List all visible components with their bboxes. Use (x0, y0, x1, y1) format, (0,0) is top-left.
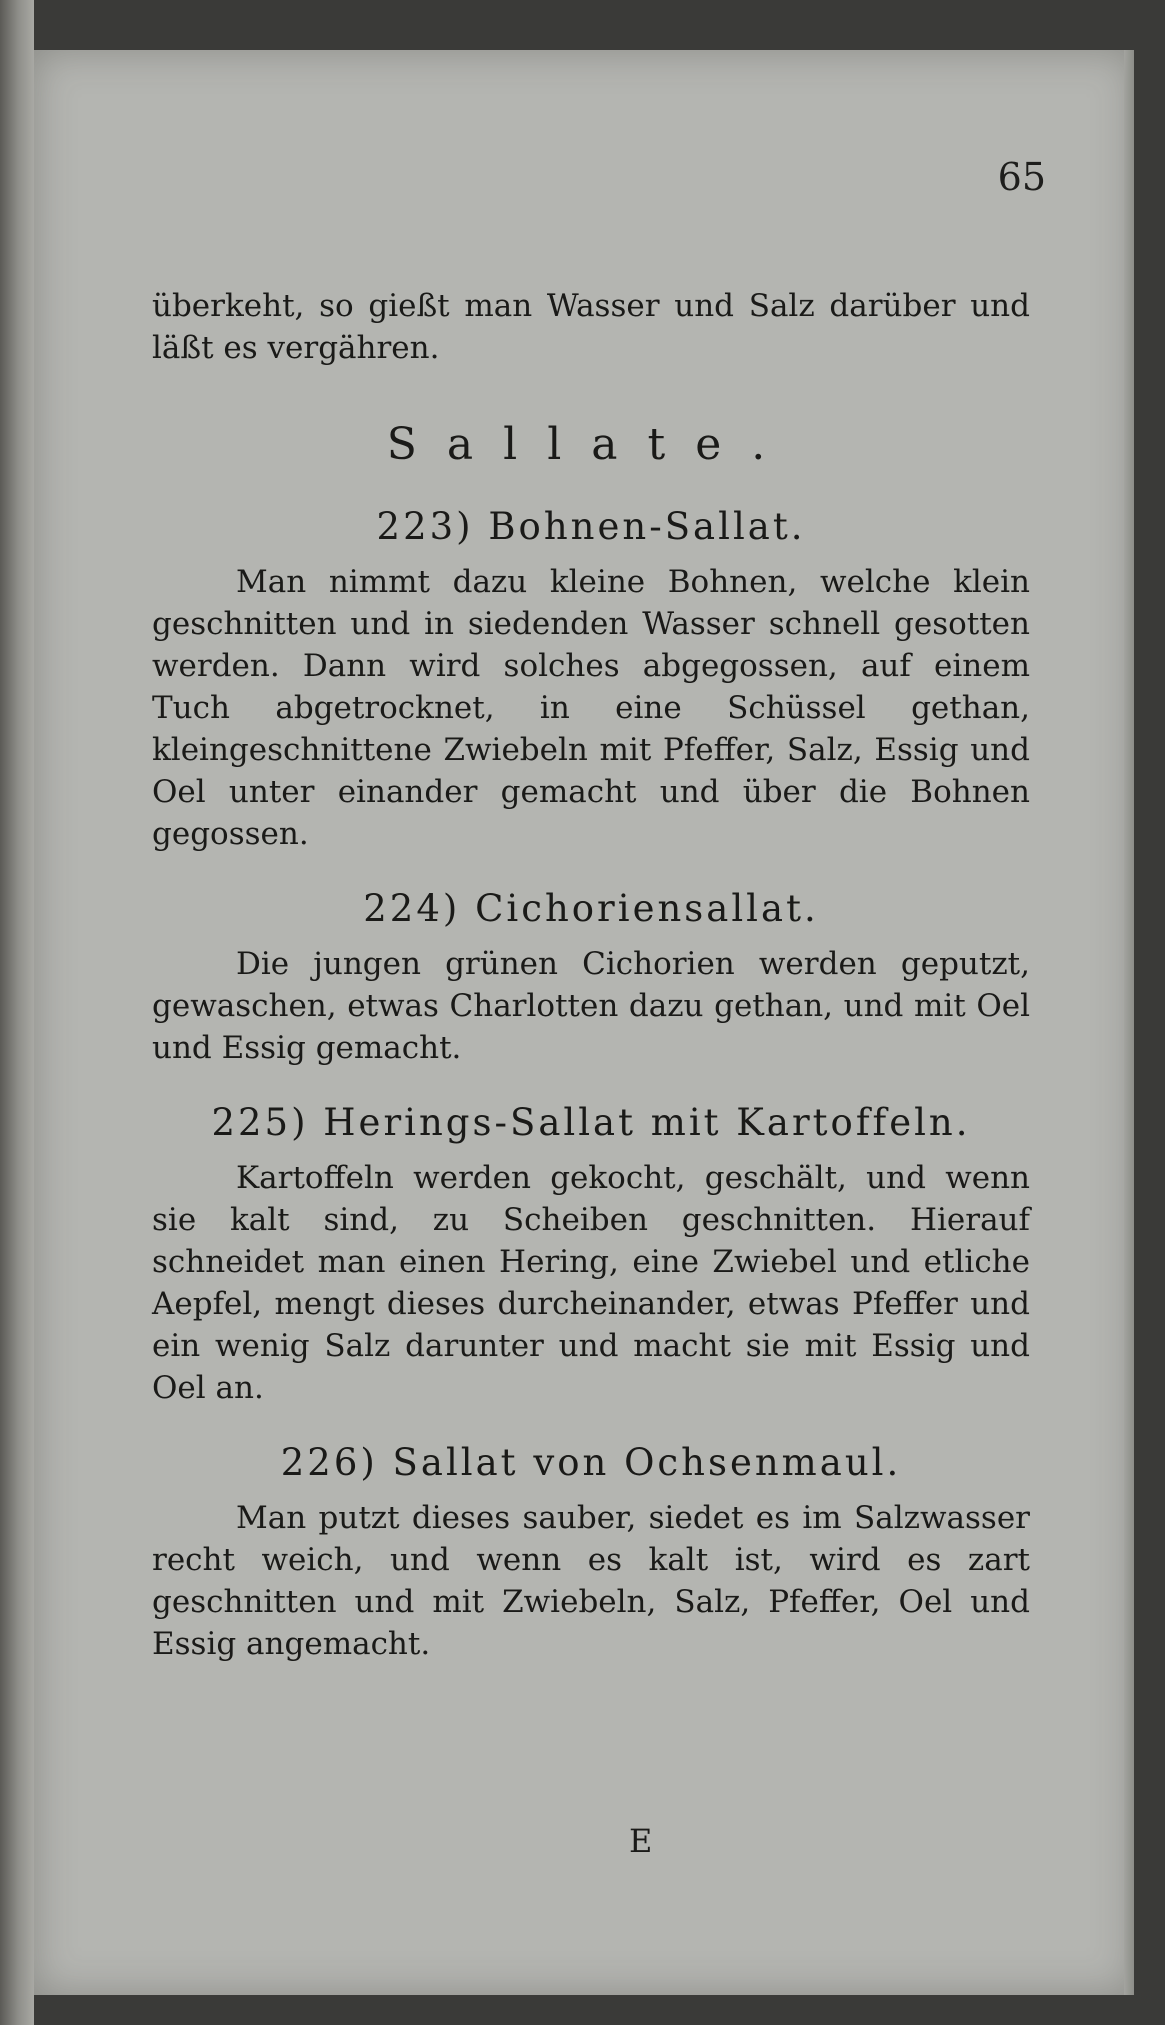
page-edge (1124, 50, 1134, 1995)
section-heading: Sallate. (386, 419, 796, 470)
signature-mark: E (629, 1822, 653, 1860)
book-page (34, 50, 1134, 1995)
recipe-title: 224) Cichoriensallat. (363, 887, 819, 930)
recipe-224 (152, 885, 1030, 1069)
continuation-paragraph: überkeht, so gießt man Wasser und Salz darüber und läßt es vergähren. (152, 288, 1030, 366)
book-spine (0, 0, 34, 2025)
recipe-225 (152, 1099, 1030, 1409)
recipe-text: Man putzt dieses sauber, siedet es im Salzwasser recht weich, und wenn es kalt ist, wird es zart geschnitten und mit Zwiebeln, Salz, Pfeffer, Oel und Essig angemacht. (152, 1500, 1030, 1662)
recipe-title: 223) Bohnen-Sallat. (376, 505, 806, 548)
recipe-226 (152, 1439, 1030, 1665)
recipe-223 (152, 503, 1030, 855)
recipe-text: Man nimmt dazu kleine Bohnen, welche klein geschnitten und in siedenden Wasser schnell gesotten werden. Dann wird solches abgegossen, auf einem Tuch abgetrocknet, in eine Schüssel gethan, kleingeschnittene Zwiebeln mit Pfeffer, Salz, Essig und Oel unter einander gemacht und über die Bohnen gegossen. (152, 564, 1030, 852)
recipe-text: Kartoffeln werden gekocht, geschält, und wenn sie kalt sind, zu Scheiben geschnitten. Hierauf schneidet man einen Hering, eine Zwiebel und etliche Aepfel, mengt dieses durcheinander, etwas Pfeffer und ein wenig Salz darunter und macht sie mit Essig und Oel an. (152, 1160, 1030, 1406)
recipe-title: 225) Herings-Sallat mit Kartoffeln. (211, 1101, 971, 1144)
page-content (152, 285, 1030, 1665)
recipe-text: Die jungen grünen Cichorien werden geputzt, gewaschen, etwas Charlotten dazu gethan, und mit Oel und Essig gemacht. (152, 946, 1030, 1066)
recipe-title: 226) Sallat von Ochsenmaul. (280, 1441, 902, 1484)
page-number: 65 (997, 155, 1046, 199)
